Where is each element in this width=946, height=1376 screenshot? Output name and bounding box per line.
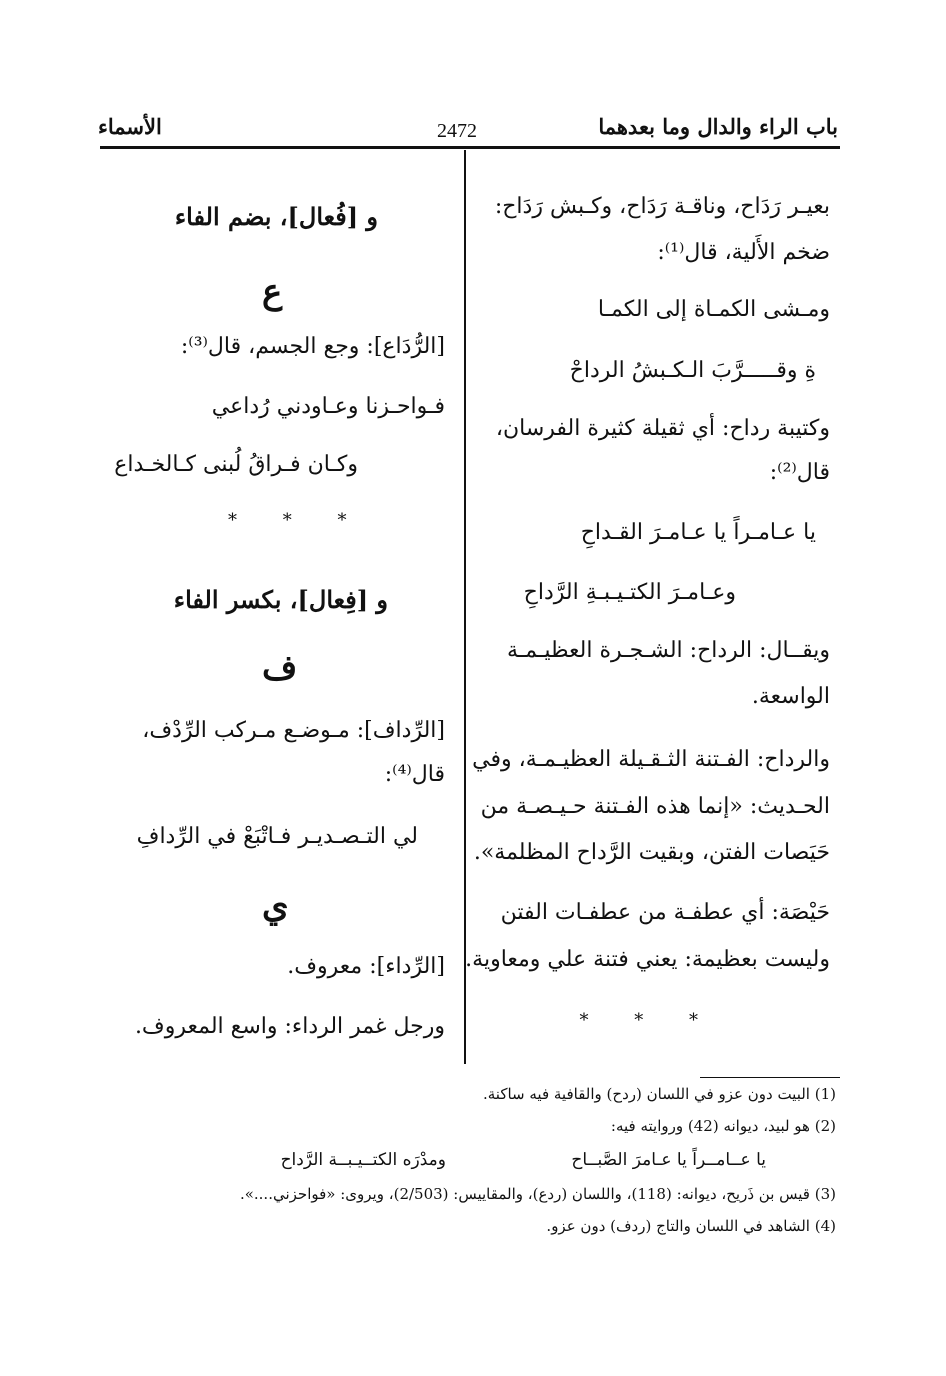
text-line: وليست بعظيمة: يعني فتنة علي ومعاوية. (465, 947, 830, 972)
section-heading: و [فِعال]، بكسر الفاء (173, 585, 388, 614)
entry-line: قال⁽⁴⁾: (384, 762, 445, 787)
letter-heading: ع (262, 272, 283, 312)
section-separator-stars: * * * (579, 1010, 718, 1031)
entry-line: [الرُّدَاع]: وجع الجسم، قال⁽³⁾: (180, 334, 445, 359)
section-heading: و [فُعال]، بضم الفاء (174, 202, 378, 231)
text-line: والرداح: الفـتنة الثـقـيلة العظيـمـة، وفي (472, 747, 830, 772)
footnote-verse: يا عــامــراً يا عـامرَ الصَّبــاح (571, 1150, 766, 1170)
text-line: الواسعة. (751, 684, 830, 709)
text-line: بعيـر رَدَاح، وناقـة رَدَاح، وكـبش رَدَاح: (494, 194, 830, 219)
verse-line: وعـامـرَ الكتـيـبـةِ الرَّداحِ (523, 580, 736, 605)
text-line: قال⁽²⁾: (769, 460, 830, 485)
text-line: الحـديث: «إنما هذه الفـتنة حـيـصـة من (480, 794, 830, 819)
header-rule (100, 146, 840, 149)
verse-line: ةِ وقـــــرَّبَ الـكـبشُ الرداحْ (569, 358, 816, 383)
verse-line: ومـشى الكمـاة إلى الكمـا (597, 297, 830, 322)
page-number: 2472 (437, 120, 477, 142)
verse-line: يا عـامـراً يا عـامـرَ القـداحِ (580, 520, 816, 545)
footnote: (1) البيت دون عزو في اللسان (ردح) والقافية فيه ساكنة. (483, 1085, 836, 1103)
entry-line: ورجل غمر الرداء: واسع المعروف. (134, 1014, 445, 1039)
footnote: (4) الشاهد في اللسان والتاج (ردف) دون عزو. (546, 1217, 836, 1235)
letter-heading: ف (262, 648, 298, 688)
column-divider (464, 150, 466, 1064)
footnote: (2) هو لبيد، ديوانه (42) وروايته فيه: (610, 1117, 836, 1135)
footnote: (3) قيس بن ذَريح، ديوانه: (118)، واللسان (ردع)، والمقاييس: (2/503)، ويروى: «فواحزني....». (239, 1185, 836, 1203)
verse-line: لي التـصـديـر فـاتْبَعْ في الرِّدافِ (136, 824, 418, 849)
text-line: وكتيبة رداح: أي ثقيلة كثيرة الفرسان، (495, 416, 830, 441)
verse-line: وكـان فـراقُ لُبنى كـالخـداع (114, 452, 358, 477)
section-separator-stars: * * * (228, 510, 367, 531)
entry-line: [الرِّداف]: مـوضـع مـركب الرِّدْف، (142, 718, 445, 743)
entry-line: [الرِّداء]: معروف. (287, 954, 445, 979)
running-head-section: الأسماء (98, 114, 162, 139)
footnote-separator (700, 1077, 840, 1078)
text-line: ضخم الأَلية، قال⁽¹⁾: (657, 240, 830, 265)
text-line: حَيَصات الفتن، وبقيت الرَّداح المظلمة». (473, 840, 830, 865)
footnote-verse: ومدْرَه الكتــيـبــة الرَّداح (280, 1150, 446, 1170)
text-line: ويقــال: الرداح: الشـجـرة العظيـمـة (506, 638, 830, 663)
verse-line: فـواحـزنا وعـاودني رُداعي (211, 394, 445, 419)
text-line: حَيْصَة: أي عطفـة من عطفـات الفتن (500, 900, 830, 925)
running-head-chapter: باب الراء والدال وما بعدهما (598, 114, 838, 139)
letter-heading: ي (262, 886, 289, 926)
